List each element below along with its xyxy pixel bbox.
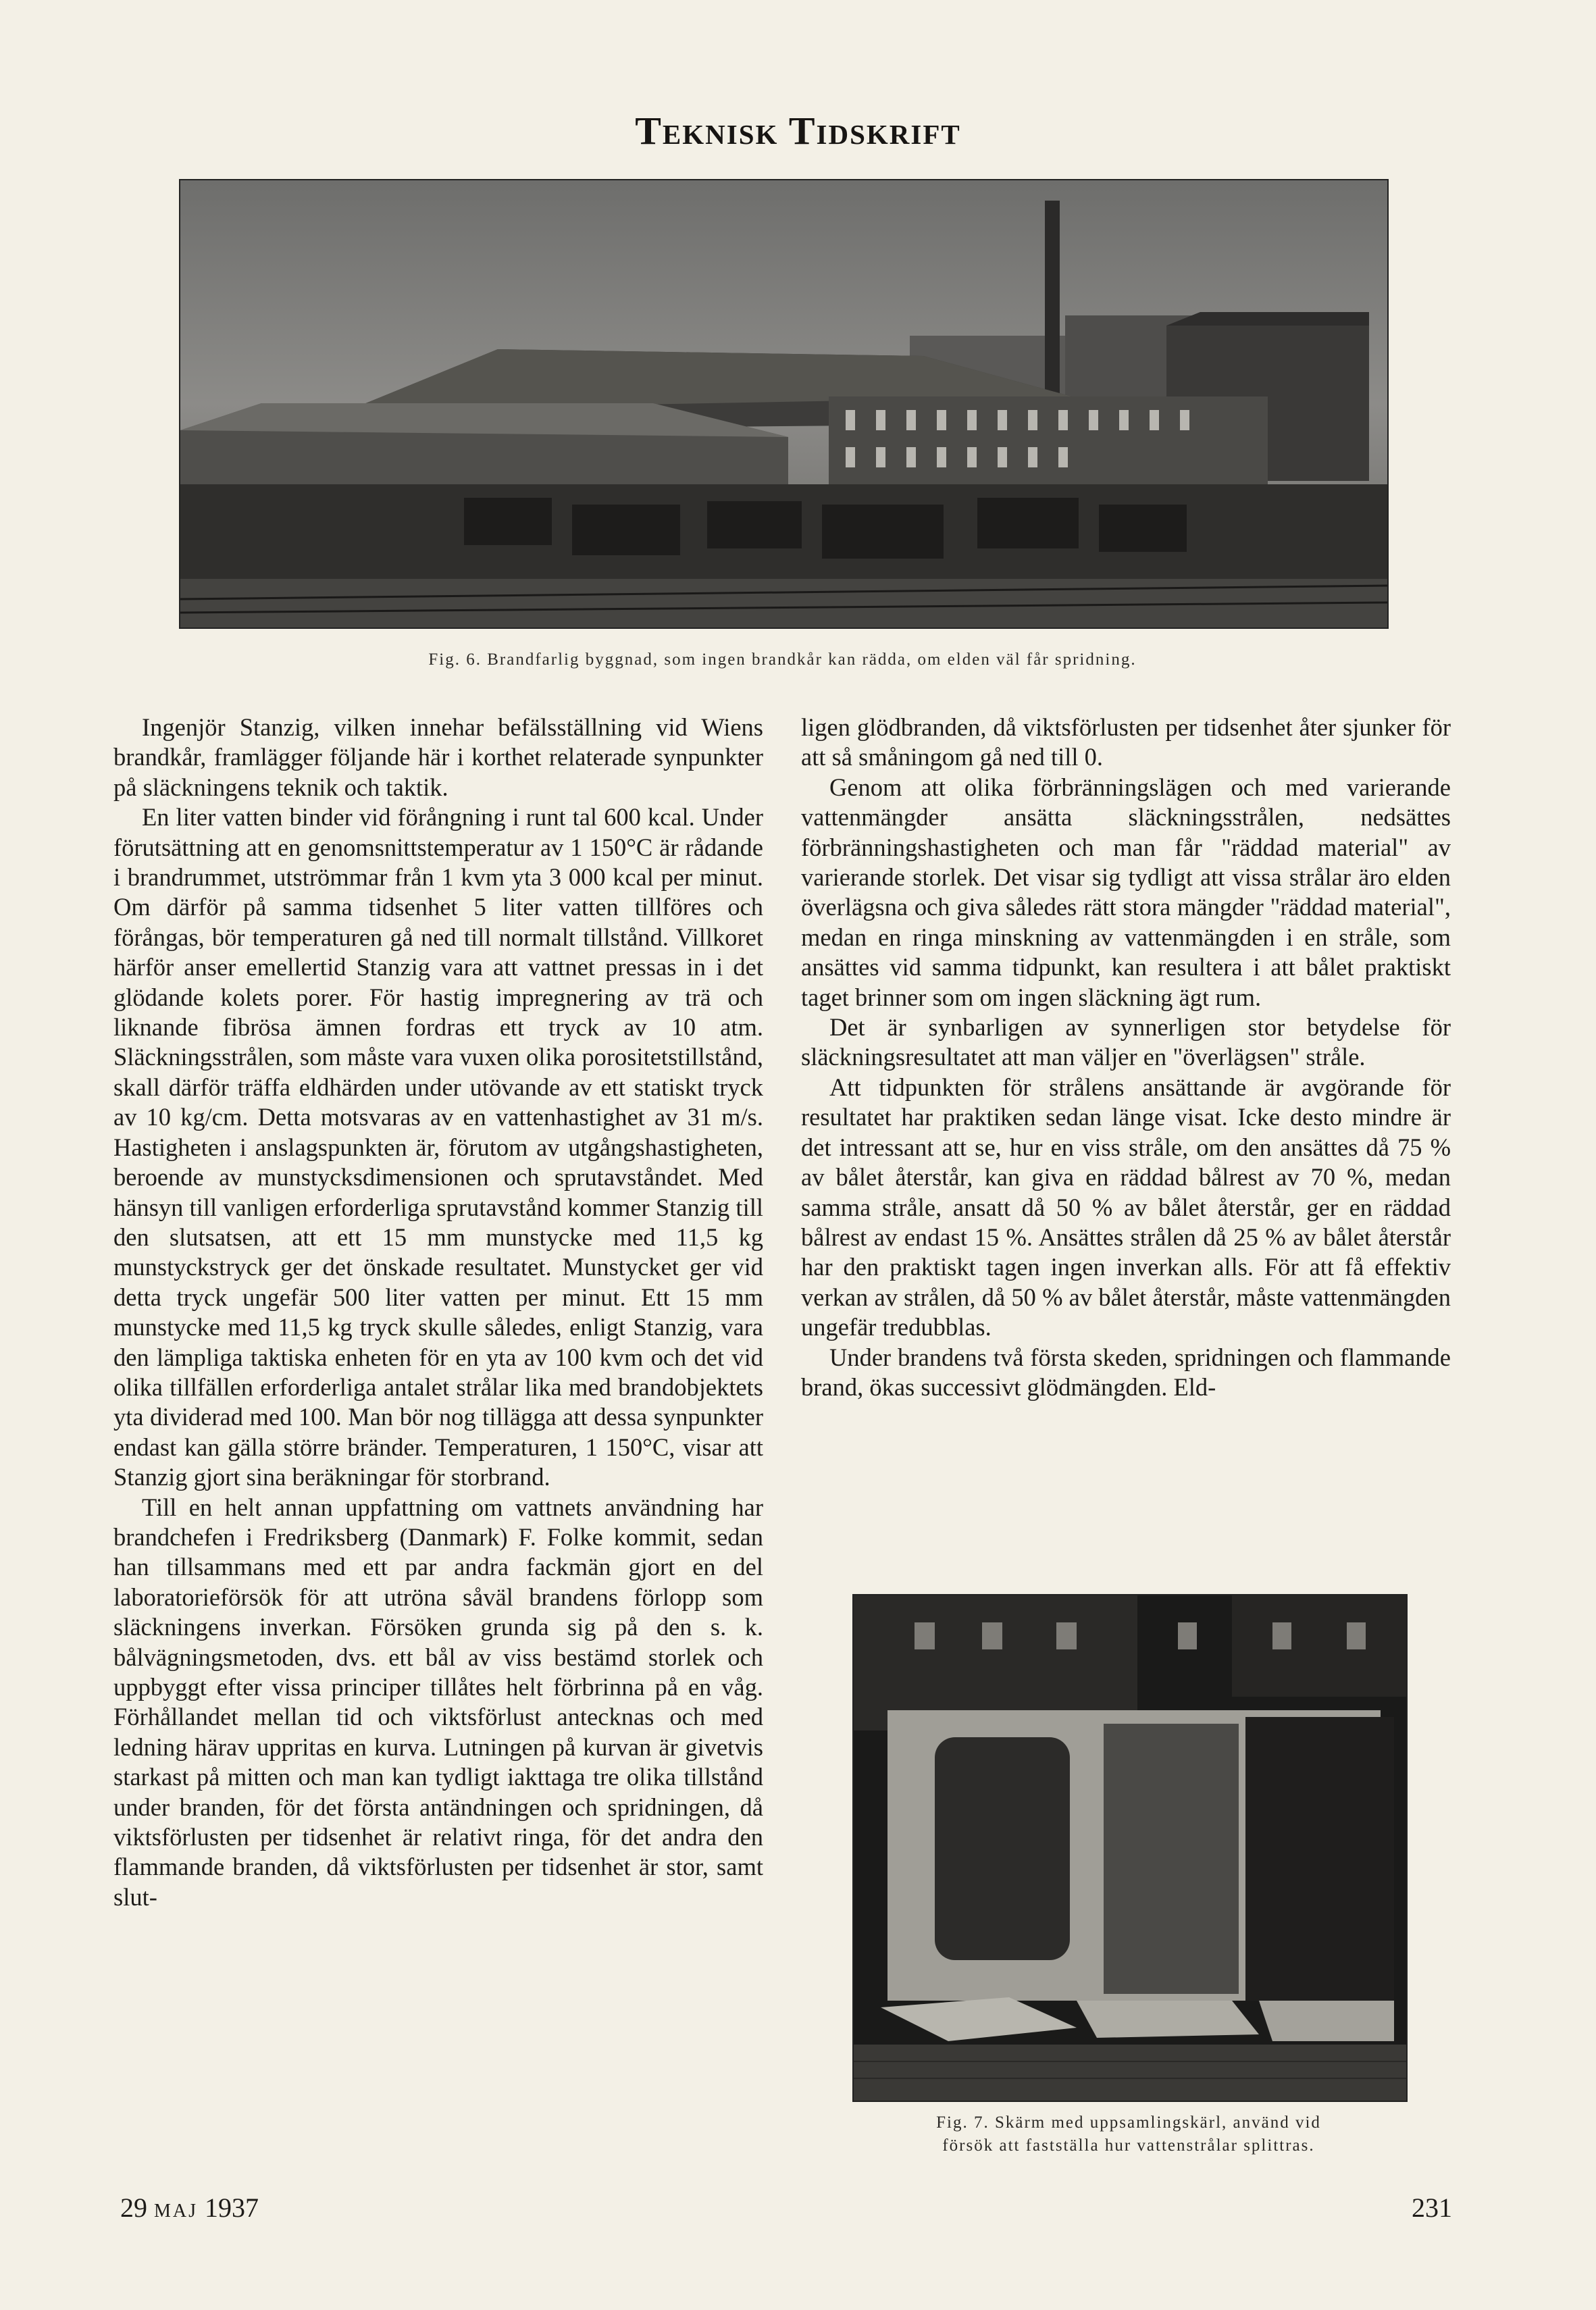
issue-date [120,2192,259,2224]
paragraph: Till en helt annan uppfattning om vattnets användning har brandchefen i Fredriksberg (Danmark) F. Folke kommit, sedan han tillsammans med ett par andra fackmän gjort en del laboratorieförsök för att utröna såväl brandens förlopp som släckningens inverkan. Försöken grunda sig på den s. k. bålvägningsmetoden, dvs. ett bål av viss bestämd storlek och uppbyggt efter vissa principer tillåtes helt förbrinna på en våg. Förhållandet mellan tid och viktsförlust antecknas och med ledning härav uppritas en kurva. Lutningen på kurvan är givetvis starkast på mitten och man kan tydligt iakttaga tre olika tillstånd under branden, för det första antändningen och spridningen, då viktsförlusten per tidsenhet är relativt ringa, för det andra den flammande branden, då viktsförlusten per tidsenhet är stor, samt slut- [113,1493,763,1911]
issue-year: 1937 [205,2192,259,2223]
fig7-caption-line: försök att fastställa hur vattenstrålar splittras. [942,2136,1315,2155]
fig6-caption: Fig. 6. Brandfarlig byggnad, som ingen brandkår kan rädda, om elden väl får spridning. [428,650,1137,669]
fig7-photo [852,1594,1408,2102]
fig7-screen-illustration [854,1595,1406,2101]
journal-title: Teknisk Tidskrift [635,109,961,153]
paragraph: Ingenjör Stanzig, vilken innehar befälsställning vid Wiens brandkår, framlägger följande här i korthet relaterade synpunkter på släckningens teknik och taktik. [113,713,763,801]
right-column [801,713,1451,1402]
fig6-photo [179,179,1389,629]
left-column [113,713,763,1912]
paragraph: Det är synbarligen av synnerligen stor betydelse för släckningsresultatet att man väljer en "överlägsen" stråle. [801,1013,1451,1071]
fig7-caption-line: Fig. 7. Skärm med uppsamlingskärl, använd vid [936,2113,1321,2132]
fig6-factory-illustration [180,180,1387,627]
issue-day: 29 [120,2192,147,2223]
issue-month: maj [154,2192,199,2223]
paragraph: ligen glödbranden, då viktsförlusten per tidsenhet åter sjunker för att så småningom gå ned till 0. [801,713,1451,771]
paragraph: Genom att olika förbränningslägen och med varierande vattenmängder ansätta släckningsstrålen, nedsättes förbränningshastigheten och man får "räddad material" av varierande storlek. Det visar sig tydligt att vissa strålar äro elden överlägsna och giva således rätt stora mängder "räddad material", medan en ringa minskning av vattenmängden i en stråle, som ansättes vid samma tidpunkt, kan resultera i att bålet praktiskt taget brinner som om ingen släckning ägt rum. [801,773,1451,1011]
page-number: 231 [1412,2192,1452,2223]
paragraph: En liter vatten binder vid förångning i runt tal 600 kcal. Under förutsättning att en genomsnittstemperatur av 1 150°C är rådande i brandrummet, utströmmar från 1 kvm yta 3 000 kcal per minut. Om därför på samma tidsenhet 5 liter vatten tillföres och förångas, bör temperaturen gå ned till normalt tillstånd. Villkoret härför anser emellertid Stanzig vara att vattnet pressas in i det glödande kolets porer. För hastig impregnering av trä och liknande fibrösa ämnen fordras ett tryck av 10 atm. Släckningsstrålen, som måste vara vuxen olika porositetstillstånd, skall därför träffa eldhärden under utövande av ett statiskt tryck av 10 kg/cm. Detta motsvaras av en vattenhastighet av 31 m/s. Hastigheten i anslagspunkten är, förutom av utgångshastigheten, beroende av munstycksdimensionen och sprutavståndet. Med hänsyn till vanligen erforderliga sprutavstånd kommer Stanzig till den slutsatsen, att ett 15 mm munstycke med 11,5 kg munstyckstryck ger det önskade resultatet. Munstycket ger vid detta tryck ungefär 500 liter vatten per minut. Ett 15 mm munstycke med 11,5 kg tryck skulle således, enligt Stanzig, vara den lämpliga taktiska enheten för en yta av 100 kvm och det vid olika tillfällen erforderliga antalet strålar lika med brandobjektets yta dividerad med 100. Man bör nog tillägga att dessa synpunkter endast kan gälla större bränder. Temperaturen, 1 150°C, visar att Stanzig gjort sina beräkningar för storbrand. [113,803,763,1491]
paragraph: Att tidpunkten för strålens ansättande är avgörande för resultatet har praktiken sedan länge visat. Icke desto mindre är det intressant att se, hur en viss stråle, om den ansättes då 75 % av bålet återstår, kan giva en räddad bålrest av 70 %, medan samma stråle, ansatt då 50 % av bålet återstår, ger en räddad bålrest av endast 15 %. Ansättes strålen då 25 % av bålet återstår har den praktiskt tagen ingen inverkan alls. För att få effektiv verkan av strålen, då 50 % av bålet återstår, måste vattenmängden ungefär tredubblas. [801,1073,1451,1341]
paragraph: Under brandens två första skeden, spridningen och flammande brand, ökas successivt glödmängden. Eld- [801,1343,1451,1401]
fig7-caption [852,2111,1405,2157]
